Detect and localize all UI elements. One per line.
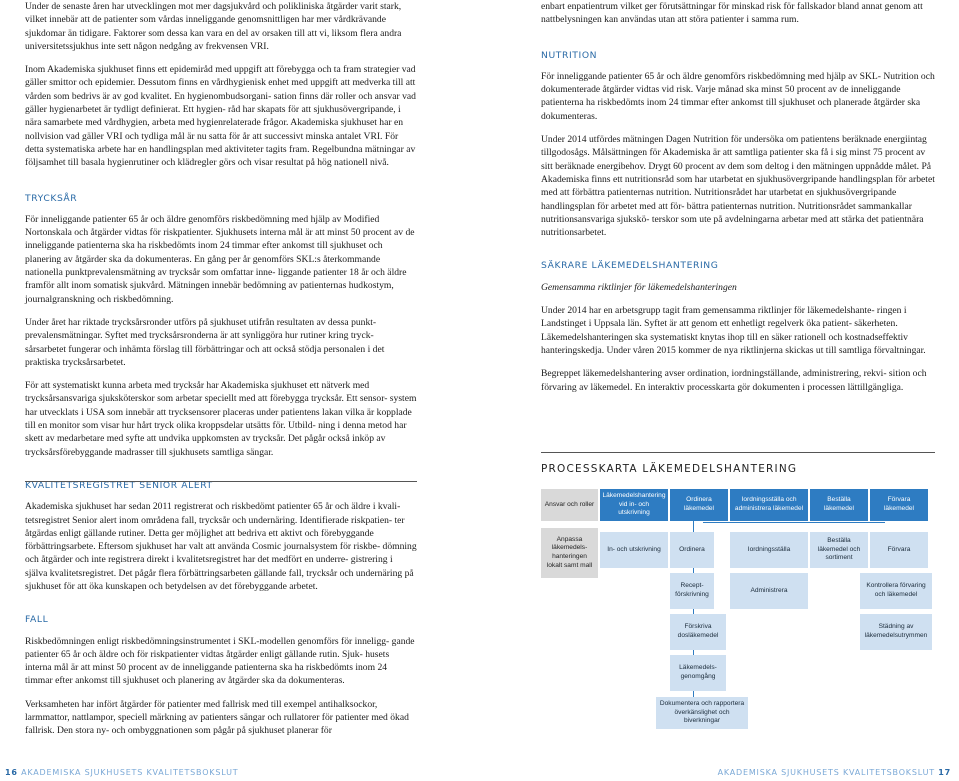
subheading-riktlinjer: Gemensamma riktlinjer för läkemedelshanteringen: [541, 281, 737, 293]
right-column: [541, 0, 935, 404]
flow-box-lakemedelsgenomgang: Läkemedels- genomgång: [670, 655, 726, 691]
flow-box-administrera: Administrera: [730, 573, 808, 609]
trycksar-paragraph-3: För att systematiskt kunna arbeta med trycksår har Akademiska sjukhuset ett nätverk med trycksårsansvariga sjuksköterskor som arbetar speciellt med att förebygga trycksår. Ett sensor- system har utvecklats i USA som innebär att trycksensorer placeras under patientens lakan vilka är kopplade till en monitor som visar hur hårt tryck olika kroppsdelar utsätts för. Utbild- ning i denna metod har skett av medarbetare med syfte att undvika uppkomsten av trycksår. Det pågår också inköp av trycksårsförebyggande madrasser till sjukhusets samtliga sängar.: [25, 380, 417, 458]
lakemedel-paragraph-2: Begreppet läkemedelshantering avser ordination, iordningställande, administrering, rekvi- sition och förvaring av läkemedel. En interaktiv processkarta gör dokumenten i processen lättillgängliga.: [541, 368, 927, 393]
heading-fall: FALL: [25, 614, 49, 626]
heading-nutrition: NUTRITION: [541, 49, 598, 61]
heading-trycksar: TRYCKSÅR: [25, 192, 78, 204]
section-divider-left: [25, 481, 417, 482]
footer-title-right: AKADEMISKA SJUKHUSETS KVALITETSBOKSLUT: [717, 768, 935, 777]
left-column: [25, 0, 417, 748]
flowchart-connector-horizontal: [703, 522, 885, 523]
flow-box-forvara: Förvara: [870, 532, 928, 568]
flow-box-dokumentera: Dokumentera och rapportera överkänslighet och biverkningar: [656, 697, 748, 729]
flow-box-iordningsstalla: Iordningsställa: [730, 532, 808, 568]
senior-alert-paragraph: Akademiska sjukhuset har sedan 2011 registrerat och riskbedömt patienter 65 år och äldre i kvali- tetsregistret Senior alert inom områdena fall, trycksår och undernäring. Identifierade riskpatien- ter åtgärdas enligt gällande rutiner. Detta ger möjlighet att bedriva ett aktivt och förebyggande förbättringsarbete. Eftersom sjukhuset har valt att använda Cosmic journalsystem för riskbe- dömning och åtgärder och inte registrera direkt i kvalitetsregistret har det medfört en underre- gistrering i själva kvalitetsregistret. Det pågår flera förbättringsarbeten gällande fall, trycksår och undernäring på sjukhuset för att öka kunskapen och betydelsen av det förebyggande arbetet.: [25, 501, 417, 592]
flow-box-bestalla-header: Beställa läkemedel: [810, 489, 868, 521]
page-number-left: 16: [5, 768, 18, 777]
flow-box-in-utskrivning: In- och utskrivning: [600, 532, 668, 568]
lakemedel-paragraph-1: Under 2014 har en arbetsgrupp tagit fram gemensamma riktlinjer för läkemedelshante- ringen i Landstinget i Uppsala län. Syftet är att genom ett enhetligt regelverk öka patient- säkerheten. Läkemedelshanteringen ska systematiskt knytas ihop till en säker rationell och kostnadseffektiv hanteringskedja. Under våren 2015 kommer de nya riktlinjerna skickas ut till samtliga förvaltningar.: [541, 305, 926, 356]
flow-box-bestalla-sortiment: Beställa läkemedel och sortiment: [810, 532, 868, 568]
heading-senior-alert: KVALITETSREGISTRET SENIOR ALERT: [25, 479, 213, 491]
trycksar-paragraph-2: Under året har riktade trycksårsronder utförs på sjukhuset utifrån resultaten av dessa punkt- prevalensmätningar. Syftet med trycksårsronderna är att synliggöra hur rutiner kring tryck- sårsarbetet fungerar och inhämta förslag till förbättringar och att också stödja personalen i det praktiska trycksårsarbetet.: [25, 316, 385, 368]
flow-box-in-utskrivning-header: Läkemedelshantering vid in- och utskrivning: [600, 489, 668, 521]
flow-box-ordinera: Ordinera: [670, 532, 714, 568]
flow-box-anpassa: Anpassa läkemedels- hanteringen lokalt samt mall: [541, 528, 598, 578]
flow-box-ordinera-header: Ordinera läkemedel: [670, 489, 728, 521]
nutrition-paragraph-2: Under 2014 utfördes mätningen Dagen Nutrition för undersöka om patientens beräknade energiintag tillgodosågs. Målsättningen för Akademiska är att samtliga patienter ska få i sig minst 75 procent av sitt beräknade energibehov. Drygt 60 procent av dem som deltog i den mätningen uppnådde målet. På Akademiska finns ett nutritionsråd som har utarbetat en sjukhusövergripande handlingsplan för arbetet med att förbättra patienternas nutrition. Nutritionsrådet har utarbetat en sjukhusövergripande handlingsplan för arbetet med att för- bättra patienternas nutrition. Nutritionsrådet sammankallar nutritionsansvariga sjukskö- terskor som ute på avdelningarna arbetar med att stärka det patientnära nutritionsarbetet.: [541, 134, 935, 239]
nutrition-paragraph-1: För inneliggande patienter 65 år och äldre genomförs riskbedömning med hjälp av SKL- Nutrition och dokumenterade åtgärder vidtas vid risk. Varje månad ska minst 50 procent av de inneliggande patienterna ha riskbedömts inom 24 timmar efter ankomst till sjukhuset och planerade åtgärder ska dokumenteras.: [541, 70, 935, 122]
flow-box-stadning: Städning av läkemedelsutrymmen: [860, 614, 932, 650]
flowchart-title: PROCESSKARTA LÄKEMEDELSHANTERING: [541, 463, 798, 475]
continued-paragraph: enbart enpatientrum vilket ger förutsättningar för minskad risk för fallskador bland annat genom att nattbelysningen kan användas utan att störa patienter i samma rum.: [541, 1, 923, 26]
flow-box-receptforskrivning: Recept- förskrivning: [670, 573, 714, 609]
flow-box-ansvar: Ansvar och roller: [541, 489, 598, 521]
page-number-right: 17: [938, 768, 951, 777]
trycksar-paragraph-1: För inneliggande patienter 65 år och äldre genomförs riskbedömning med hjälp av Modified Nortonskala och åtgärder vidtas för riskpatienter. Sjukhusets interna mål är att minst 50 procent av de inneliggande patienterna ska ha riskbedömts inom 24 timmar efter ankomst till sjukhuset och planering av åtgärder ska da dokumenteras. En gång per år genomförs SKL:s återkommande nationella punktprevalensmätning av trycksår som omfattar inne- liggande patienter 18 år och äldre framför allt inom somatisk sjukvård. Mätningen innebär bedömning av patienternas hudkostym, journalgranskning och riskbedömning.: [25, 213, 415, 305]
footer-left: [5, 768, 238, 777]
fall-paragraph-2: Verksamheten har infört åtgärder för patienter med fallrisk med till exempel antihalksockor, larmmattor, nattlampor, speciell märkning av patienters sängar och rullatorer för patienter med ökad fallrisk. Den stora ny- och ombyggnationen som pågår på sjukhuset planerar för: [25, 698, 409, 737]
intro-paragraph-1: Under de senaste åren har utvecklingen mot mer dagsjukvård och polikliniska åtgärder varit stark, vilket innebär att de patienter som vårdas inneliggande genomsnittligen har mer vårdkrävande sjukdomar än tidigare. Faktorer som dessa kan vara en del av orsaken till att vi, liksom flera andra universitetssjukhus inte sett någon nedgång av frekvensen VRI.: [25, 1, 402, 52]
footer-right: [718, 768, 951, 777]
intro-paragraph-2: Inom Akademiska sjukhuset finns ett epidemiråd med uppgift att förebygga och ta fram strategier vad gäller smittor och epidemier. Dessutom finns en vårdhygienisk enhet med uppgift att medverka till att vården som bedrivs är av god kvalitet. En hygienombudsorgani- sation finns där roller och ansvar vad gäller hygienarbetet är tydligt definierat. Ett hygien- råd har skapats för att sjukhusövergripande, i nära samarbete med vårdhygien, arbeta med hygienrelaterade frågor. Akademiska sjukhuset har en nollvision vad gäller VRI och tydliga mål är nu satta för år att successivt minska antalet VRI. För detta systematiska arbete har en handlingsplan med aktiviteter tagits fram. Regelbundna mätningar av följsamhet till basala hygienrutiner och klädregler görs och visar resultat på hög nationell nivå.: [25, 64, 416, 169]
footer-title-left: AKADEMISKA SJUKHUSETS KVALITETSBOKSLUT: [21, 768, 239, 777]
section-divider-right: [541, 452, 935, 453]
flow-box-forskriva-dosl: Förskriva dosläkemedel: [670, 614, 726, 650]
flow-box-iordningsstalla-header: Iordningsställa och administrera läkemedel: [730, 489, 808, 521]
flow-box-forvara-header: Förvara läkemedel: [870, 489, 928, 521]
heading-lakemedel: SÄKRARE LÄKEMEDELSHANTERING: [541, 260, 719, 272]
flow-box-kontrollera-forvaring: Kontrollera förvaring och läkemedel: [860, 573, 932, 609]
fall-paragraph-1: Riskbedömningen enligt riskbedömningsinstrumentet i SKL-modellen genomförs för inneligg- gande patienter 65 år och äldre och för riskpatienter vidtas åtgärder enligt gällande rutin. Sjuk- husets interna mål är att minst 50 procent av de inneliggande patienterna ska ha riskbedömts inom 24 timmar efter ankomst till sjukhuset och planering av åtgärder ska da dokumenteras.: [25, 635, 415, 687]
